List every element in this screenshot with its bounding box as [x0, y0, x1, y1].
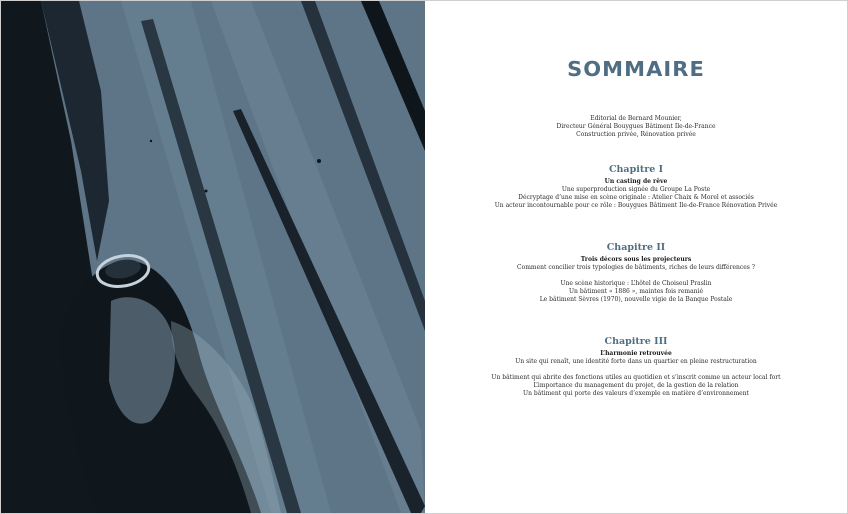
- chapter-line: Un bâtiment qui porte des valeurs d’exemple en matière d’environnement: [523, 390, 749, 397]
- chapter-subtitle: Un casting de rêve: [604, 178, 668, 185]
- chapter-line: Comment concilier trois typologies de bâtiments, riches de leurs différences ?: [517, 264, 755, 271]
- chapter-line: L’importance du management du projet, de la gestion de la relation: [533, 382, 739, 389]
- chapter-heading: Chapitre II: [606, 242, 666, 253]
- staircase-figure-image: [1, 1, 425, 513]
- chapter-line: Une scène historique : L’hôtel de Choiseul Praslin: [560, 280, 712, 287]
- chapter-line: Le bâtiment Sèvres (1970), nouvelle vigie de la Banque Postale: [539, 296, 733, 303]
- chapter-2: [425, 242, 847, 304]
- chapter-subtitle: Trois décors sous les projecteurs: [580, 256, 692, 263]
- duotone-photo: [1, 1, 425, 513]
- editorial-line: Directeur Général Bouygues Bâtiment Ile-de-France: [556, 123, 716, 130]
- editorial-credit: [425, 115, 847, 139]
- chapter-line: Décryptage d’une mise en scène originale : Atelier Chaix & Morel et associés: [518, 194, 754, 201]
- chapter-heading: Chapitre I: [608, 164, 664, 175]
- chapter-3: [425, 336, 847, 398]
- chapter-line: Une superproduction signée du Groupe La Poste: [561, 186, 711, 193]
- editorial-line: Construction privée, Rénovation privée: [576, 131, 696, 138]
- chapter-subtitle: L’harmonie retrouvée: [600, 350, 672, 357]
- chapter-line: Un bâtiment « 1886 », maintes fois remanié: [569, 288, 703, 295]
- chapter-line: Un site qui renaît, une identité forte dans un quartier en pleine restructuration: [515, 358, 757, 365]
- chapter-1: [425, 164, 847, 210]
- page-title: SOMMAIRE: [567, 57, 705, 81]
- chapter-heading: Chapitre III: [604, 336, 668, 347]
- chapter-line: Un bâtiment qui abrite des fonctions utiles au quotidien et s’inscrit comme un acteur local fort: [491, 374, 781, 381]
- chapter-line: Un acteur incontournable pour ce rôle : Bouygues Bâtiment Ile-de-France Rénovation Privée: [494, 202, 778, 209]
- table-of-contents-page: [425, 1, 847, 513]
- editorial-line: Editorial de Bernard Mounier,: [590, 115, 682, 122]
